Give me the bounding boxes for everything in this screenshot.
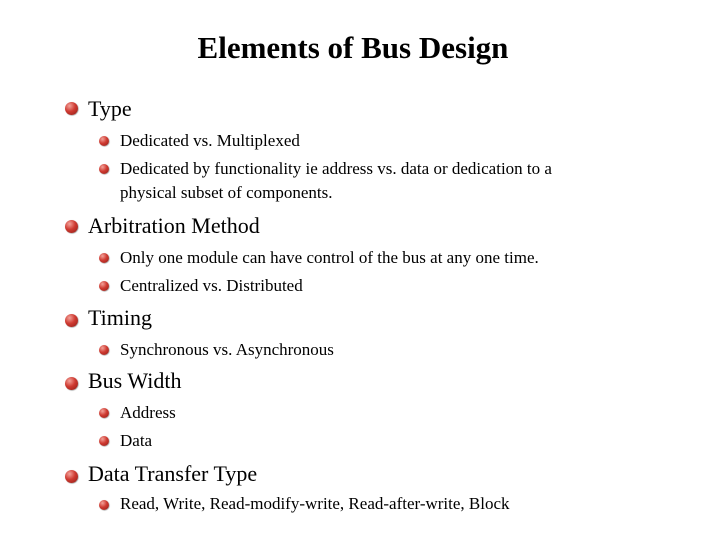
- bullet-icon: [65, 377, 78, 390]
- bullet-timing: Timing: [88, 305, 153, 330]
- sub-bullet-icon: [99, 281, 109, 291]
- sub-bullet-icon: [99, 408, 109, 418]
- slide-title: Elements of Bus Design: [197, 30, 509, 65]
- sub-bullet-data: Data: [120, 431, 153, 450]
- bullet-icon: [65, 314, 78, 327]
- bullet-data-transfer-type: Data Transfer Type: [88, 461, 258, 486]
- bullet-type: Type: [88, 96, 132, 121]
- sub-bullet-icon: [99, 436, 109, 446]
- sub-bullet-centralized-distributed: Centralized vs. Distributed: [120, 276, 303, 295]
- bullet-icon: [65, 220, 78, 233]
- sub-bullet-icon: [99, 345, 109, 355]
- sub-bullet-dedicated-functionality: Dedicated by functionality ie address vs. data or dedication to a: [120, 159, 552, 178]
- sub-bullet-icon: [99, 164, 109, 174]
- sub-bullet-icon: [99, 136, 109, 146]
- bullet-bus-width: Bus Width: [88, 368, 182, 393]
- sub-bullet-dedicated-functionality-continued: physical subset of components.: [120, 183, 333, 202]
- sub-bullet-address: Address: [120, 403, 176, 422]
- bullet-arbitration-method: Arbitration Method: [88, 213, 260, 238]
- sub-bullet-dedicated-multiplexed: Dedicated vs. Multiplexed: [120, 131, 300, 150]
- sub-bullet-transfer-types: Read, Write, Read-modify-write, Read-after-write, Block: [120, 494, 510, 513]
- bullet-icon: [65, 102, 78, 115]
- sub-bullet-one-module: Only one module can have control of the bus at any one time.: [120, 248, 539, 267]
- sub-bullet-icon: [99, 253, 109, 263]
- bullet-icon: [65, 470, 78, 483]
- sub-bullet-icon: [99, 500, 109, 510]
- sub-bullet-synchronous-asynchronous: Synchronous vs. Asynchronous: [120, 340, 334, 359]
